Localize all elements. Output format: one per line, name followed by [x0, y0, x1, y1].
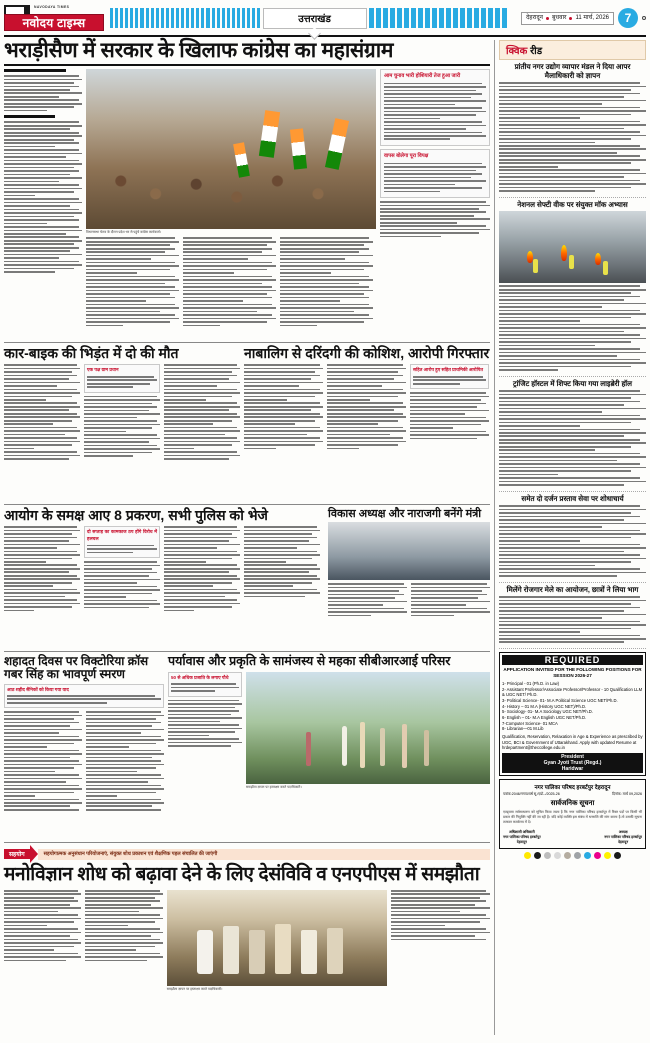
lead-note-0 [380, 69, 490, 146]
story-headline-1: नाबालिग से दरिंदगी की कोशिश, आरोपी गिरफ्तार [244, 345, 490, 362]
story-row-3 [4, 508, 490, 648]
box-title: दो सप्ताह का कामकाज ठप होंगे विरोध में हलचल [87, 529, 157, 541]
quick-read-body [499, 505, 646, 576]
ad-position-item: 3- Political Science- 01- M.A Political Science UGC NET/Ph.D. [502, 697, 618, 703]
logo-hindi-name: नवोदय टाइम्स [4, 14, 104, 31]
lead-note-title: वापस बोलेगा पूरा विपक्ष [384, 152, 429, 159]
reg-dot-black [534, 852, 541, 859]
notice-heading: सार्वजनिक सूचना [550, 799, 595, 807]
quick-read-headline: ट्रांजिट हॉस्टल में शिफ्ट किया गया लाइब्रेरी हॉल [512, 378, 633, 388]
quick-read-title-accent: क्विक [506, 46, 528, 57]
ad-position-item: 2- Assistant Professor/Associate Professor/Professor - 10 Qualification LLM & UGC NET/ Ph.D. [502, 686, 643, 698]
story-4-box [168, 672, 242, 697]
page-body [4, 40, 646, 1035]
story-headline-0: कार-बाइक की भिड़ंत में दो की मौत [4, 345, 179, 362]
lead-text-column [4, 69, 82, 339]
lead-note-title: आम चुनाव भारी होशियारी तेज हुआ जारी [384, 73, 461, 80]
story-headline-2: आयोग के समक्ष आए 8 प्रकरण, सभी पुलिस को भेजे [4, 507, 268, 524]
quick-read-body [499, 82, 646, 192]
quick-read-item-1[interactable] [499, 198, 646, 377]
story-3-column-2 [86, 711, 164, 812]
story-4-column-1 [168, 672, 242, 789]
ad-position-item: 1- Principal - 01 (Ph.D. in Law) [502, 680, 560, 686]
quick-read-item-3[interactable] [499, 492, 646, 583]
dateline-separator-dot-2 [569, 17, 572, 20]
quick-read-headline: मिलेंगे रोजगार मेले का आयोजन, छात्रों ने लिया भाग [506, 584, 639, 594]
section-divider-3 [4, 651, 490, 652]
story-5-column-2 [411, 583, 490, 618]
story-row-4 [4, 655, 490, 840]
quick-read-header [499, 40, 646, 60]
story-headline-5: विकास अध्यक्ष और नाराजगी बनेंगे मंत्री [328, 508, 482, 521]
feature-column-1 [4, 890, 81, 991]
story-col-d [328, 508, 490, 648]
section-divider-2 [4, 504, 490, 505]
cmyk-registration-marks [499, 852, 646, 859]
quick-read-item-0[interactable] [499, 60, 646, 198]
story-col-a [4, 346, 240, 501]
story-2-box [84, 526, 160, 558]
ad-sign-title: President [561, 753, 584, 760]
ad-position-item: 4- History – 01 M.A (History UGC NET)/Ph.D. [502, 703, 587, 709]
feature-photo [167, 890, 387, 986]
story-3-column-1 [4, 711, 82, 812]
story-5-photo [328, 522, 490, 580]
story-0-column-2 [84, 364, 160, 462]
lead-notes-column [380, 69, 490, 339]
decorative-bars-right [369, 8, 520, 28]
feature-column-3 [391, 890, 490, 991]
feature-photo-caption: समझौता ज्ञापन पर हस्ताक्षर करते पदाधिकारी। [166, 986, 223, 991]
feature-column-2 [85, 890, 162, 991]
notice-signature-right: अध्यक्ष नगर पालिका परिषद हरबर्टपुर देहरादून [604, 829, 642, 844]
ad-footer-note: Qualification, Reservation, Relaxation in Age & Experience as prescribed by UGC, BCI & Government of Uttarakhand. Apply with updated Resume at hrdepartment@theccollege.edu.in [502, 733, 643, 751]
story-2-column-2 [84, 526, 160, 613]
story-3-box [4, 684, 164, 708]
notice-date: दिनांक: मार्च 09,2026 [612, 791, 642, 796]
ad-sign-org: Gyan Jyoti Trust (Regd.) [543, 759, 602, 766]
kicker-arrow-icon [30, 845, 38, 863]
quick-read-title: रीड [530, 46, 543, 57]
feature-kicker-bar [4, 845, 490, 863]
pin-marker-icon [642, 16, 646, 20]
ad-position-item: 8- Librarian—01 M.Lib [502, 726, 544, 732]
story-0-column-3 [164, 364, 240, 462]
reg-dot-gray3 [564, 852, 571, 859]
lead-subcolumn-2 [183, 237, 276, 328]
ad-position-item: 5- Sociology- 01- M.A Sociology UGC NET/Ph.D. [502, 709, 593, 715]
lead-headline: भराड़ीसैण में सरकार के खिलाफ कांग्रेस का महासंग्राम [4, 40, 490, 66]
quick-read-item-4[interactable] [499, 583, 646, 649]
feature-headline: मनोविज्ञान शोध को बढ़ावा देने के लिए देसंविवि व एनएपीएस में समझौता [4, 864, 480, 886]
box-title: आठ शहीद सैनिकों को किया गया याद [7, 686, 69, 692]
story-4-photo [246, 672, 490, 784]
feature-kicker-band: सहयोगात्मक अनुसंधान परियोजनाएं, संयुक्त शोध प्रकाशन एवं शैक्षणिक पहल संचालित की जाएंगी [38, 849, 490, 860]
dateline-day: बुधवार [552, 15, 567, 21]
logo-latin-name: NAVODAYA TIMES [34, 5, 70, 9]
story-4-photo-caption: समझौता ज्ञापन पर हस्ताक्षर करते पदाधिकारी। [246, 784, 302, 789]
dateline-date: 11 मार्च, 2026 [575, 15, 609, 21]
lead-photo-block [86, 69, 376, 339]
newspaper-logo[interactable] [4, 5, 108, 31]
reg-dot-cyan [584, 852, 591, 859]
notice-signature-left: अधिशासी अधिकारी नगर पालिका परिषद हरबर्टपुर देहरादून [503, 829, 541, 844]
reg-dot-yellow [524, 852, 531, 859]
quick-read-photo-1 [499, 211, 646, 283]
ad-position-item: 7-Computer Science- 01 MCA [502, 720, 558, 726]
masthead-divider [4, 35, 646, 37]
notice-org: नगर पालिका परिषद हरबर्टपुर देहरादून [534, 784, 611, 791]
feature-photo-block [167, 890, 387, 991]
ad-signature-block [502, 753, 643, 773]
story-col-e [4, 655, 164, 840]
lead-subcolumns [86, 237, 376, 328]
quick-read-body [499, 596, 646, 643]
public-notice [499, 779, 646, 849]
quick-read-headline: प्रांतीय नगर उद्योग व्यापार मंडल ने दिया आपर मैलाधिकारी को ज्ञापन [514, 62, 631, 80]
lead-subcolumn-3 [280, 237, 373, 328]
box-title: सहित आरोप हुए सहित प्राथमिकी आरोपित [413, 367, 484, 373]
quick-read-headline: नेशनल सेफ्टी वीक पर संयुक्त मॉक अभ्यास [517, 199, 628, 209]
story-1-column-3 [410, 364, 489, 451]
quick-read-headline: समेत दो दर्जन प्रस्ताव सेवा पर शोधाचार्य [521, 493, 624, 503]
classified-ad[interactable] [499, 652, 646, 776]
lead-photo [86, 69, 376, 229]
lead-note-1 [380, 149, 490, 198]
masthead [4, 3, 646, 33]
edition-tab-uttarakhand[interactable]: उत्तराखंड [263, 8, 367, 29]
quick-read-item-2[interactable] [499, 377, 646, 492]
story-col-f [168, 655, 490, 840]
reg-dot-gray4 [574, 852, 581, 859]
dateline [521, 12, 614, 25]
quick-read-body [499, 285, 646, 370]
reg-dot-gray2 [554, 852, 561, 859]
main-content-zone [4, 40, 490, 1035]
quick-read-body [499, 390, 646, 486]
story-headline-3: शहादत दिवस पर विक्टोरिया क्रॉस गबर सिंह का भावपूर्ण स्मरण [4, 654, 149, 681]
story-1-box [410, 364, 489, 389]
notice-body: एतद्द्वारा सर्वसाधारण को सूचित किया जाता है कि नगर पालिका परिषद हरबर्टपुर में रिक्त पदों पर किसी भी प्रकार की नियुक्ति नहीं की जा रही है। यदि कोई व्यक्ति इस संबंध में धनराशि की मांग करता है तो उसकी सूचना तत्काल कार्यालय में दें। [503, 809, 642, 825]
story-4-photo-block [246, 672, 490, 789]
dateline-city: देहरादून [526, 15, 543, 21]
story-1-column-1 [244, 364, 323, 451]
box-title: 50 से अधिक प्रजाति के लगाए पौधे [171, 674, 229, 680]
story-2-column-4 [244, 526, 320, 613]
reg-dot-magenta [594, 852, 601, 859]
section-divider-4 [4, 842, 490, 843]
story-col-c [4, 508, 324, 648]
story-1-column-2 [327, 364, 406, 451]
ad-heading: REQUIRED [502, 655, 643, 665]
reg-dot-yellow2 [604, 852, 611, 859]
story-headline-4: पर्यावास और प्रकृति के सामंजस्य से महका सीबीआरआई परिसर [168, 654, 451, 669]
ad-subheading: APPLICATION INVITED FOR THE FOLLOWING POSITIONS FOR SESSION 2026-27 [503, 666, 642, 678]
story-5-column-1 [328, 583, 407, 618]
story-0-column-1 [4, 364, 80, 462]
feature-kicker-label: सहयोग [4, 849, 30, 859]
dateline-separator-dot-1 [546, 17, 549, 20]
ad-position-item: 6- English – 01- M.A English UGC NET/Ph.D. [502, 714, 587, 720]
decorative-bars-left [110, 8, 261, 28]
reg-dot-key [614, 852, 621, 859]
lead-photo-caption: विधानसभा घेराव के दौरान प्रदेश भर से पहुंचे कांग्रेस कार्यकर्ता। [86, 230, 162, 235]
page-number-badge: 7 [618, 8, 638, 28]
bottom-feature [4, 842, 490, 991]
lead-subcolumn-1 [86, 237, 179, 328]
story-2-column-1 [4, 526, 80, 613]
story-row-2 [4, 346, 490, 501]
reg-dot-gray1 [544, 852, 551, 859]
quick-read-sidebar [494, 40, 646, 1035]
story-2-column-3 [164, 526, 240, 613]
story-col-b [244, 346, 490, 501]
notice-reference: पत्रांक:2046/नगपा/वर्ष सू./एप्रो--/2025-26 [503, 791, 560, 796]
section-divider-1 [4, 342, 490, 343]
ad-sign-city: Haridwar [561, 765, 584, 772]
box-title: एक पक्ष ग्राम प्रधान [87, 367, 119, 373]
story-0-box [84, 364, 160, 393]
lead-block [4, 69, 490, 339]
